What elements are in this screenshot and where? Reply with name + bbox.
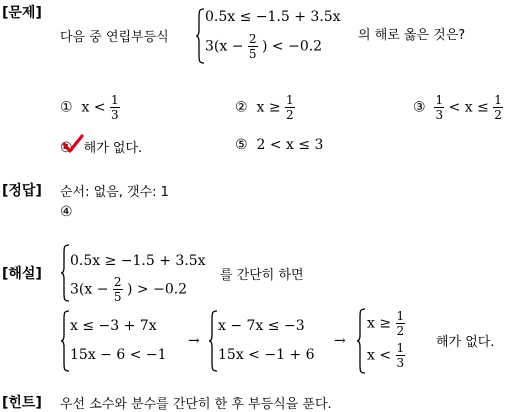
choice-4-text: 해가 없다.: [83, 141, 143, 156]
choice-1-fraction: [110, 94, 120, 121]
solution-system4-brace: [356, 308, 366, 374]
problem-eq2-frac-num: 2: [248, 32, 257, 46]
choice-1-marker: ①: [60, 99, 73, 116]
choice-2-num: 1: [286, 93, 294, 107]
solution-sys4-eq1-den: 2: [396, 324, 405, 338]
choice-2-marker: ②: [235, 99, 248, 116]
choice-4-marker: ④: [60, 140, 73, 156]
choice-5-text: 2 < x ≤ 3: [256, 137, 324, 153]
choice-2-fraction: [285, 94, 295, 121]
answer-line2: ④: [60, 204, 73, 220]
solution-system1-brace: [60, 244, 70, 302]
solution-conclusion: 해가 없다.: [436, 335, 495, 350]
solution-system2-brace: [60, 310, 70, 372]
solution-sys1-fraction: [113, 276, 123, 303]
problem-eq2-fraction: [248, 33, 258, 60]
solution-sys4-eq2: [367, 342, 405, 369]
solution-sys1-eq1: 0.5x ≥ −1.5 + 3.5x: [70, 253, 206, 269]
problem-eq2: [205, 33, 322, 60]
problem-system-brace: [195, 8, 205, 64]
problem-eq1: 0.5x ≤ −1.5 + 3.5x: [205, 9, 341, 25]
problem-text-after: 의 해로 옳은 것은?: [358, 28, 466, 43]
solution-arrow-1: →: [188, 333, 200, 349]
solution-sys4-eq1-num: 1: [396, 309, 405, 323]
choice-3-marker: ③: [413, 99, 426, 116]
solution-sys1-eq2: [70, 276, 187, 303]
solution-sys4-eq1-fraction: [396, 310, 406, 337]
choice-5-marker: ⑤: [235, 137, 248, 153]
solution-simplify-text: 를 간단히 하면: [220, 268, 304, 283]
solution-arrow-2: →: [334, 333, 346, 349]
choice-2-den: 2: [286, 108, 294, 122]
solution-sys4-eq2-num: 1: [396, 341, 405, 355]
solution-sys1-eq2-right: ) > −0.2: [127, 281, 188, 298]
choice-3-fraction-left: [434, 94, 444, 121]
solution-sys4-eq2-den: 3: [396, 356, 405, 370]
answer-line1: 순서: 없음, 갯수: 1: [60, 185, 169, 200]
solution-sys2-eq2: 15x − 6 < −1: [70, 347, 167, 363]
solution-sys3-eq1: x − 7x ≤ −3: [218, 318, 305, 334]
problem-eq2-left: 3(x −: [205, 38, 244, 55]
solution-sys2-eq1: x ≤ −3 + 7x: [70, 318, 157, 334]
choice-3-den2: 2: [494, 108, 502, 122]
choice-4[interactable]: [60, 137, 142, 156]
choice-1-lhs: x <: [81, 99, 106, 116]
solution-sys1-eq2-left: 3(x −: [70, 281, 109, 298]
problem-tag: [문제]: [2, 5, 42, 21]
choice-3-mid: < x ≤: [448, 99, 489, 116]
choice-1-den: 3: [111, 108, 119, 122]
solution-sys4-eq2-fraction: [396, 342, 406, 369]
problem-eq2-right: ) < −0.2: [262, 38, 323, 55]
solution-sys4-eq2-lhs: x <: [367, 347, 392, 364]
problem-text-before: 다음 중 연립부등식: [60, 30, 169, 45]
solution-sys3-eq2: 15x < −1 + 6: [218, 347, 315, 363]
hint-text: 우선 소수와 분수를 간단히 한 후 부등식을 푼다.: [60, 397, 332, 412]
choice-5[interactable]: [235, 137, 323, 153]
answer-tag: [정답]: [2, 183, 42, 199]
choice-3-fraction-right: [493, 94, 503, 121]
solution-sys4-eq1: [367, 310, 405, 337]
choice-2-lhs: x ≥: [256, 99, 281, 116]
solution-sys1-frac-num: 2: [113, 275, 122, 289]
solution-sys4-eq1-lhs: x ≥: [367, 315, 392, 332]
choice-3-num2: 1: [494, 93, 502, 107]
choice-3[interactable]: [413, 94, 503, 121]
solution-sys1-frac-den: 5: [113, 290, 122, 304]
choice-1-num: 1: [111, 93, 119, 107]
choice-3-den1: 3: [435, 108, 444, 122]
solution-system3-brace: [208, 310, 218, 372]
check-mark-icon: [62, 134, 84, 154]
choice-2[interactable]: [235, 94, 295, 121]
choice-1[interactable]: [60, 94, 120, 121]
problem-eq2-frac-den: 5: [248, 47, 257, 61]
solution-tag: [해설]: [2, 266, 42, 282]
choice-3-num1: 1: [435, 93, 444, 107]
hint-tag: [힌트]: [2, 395, 42, 411]
